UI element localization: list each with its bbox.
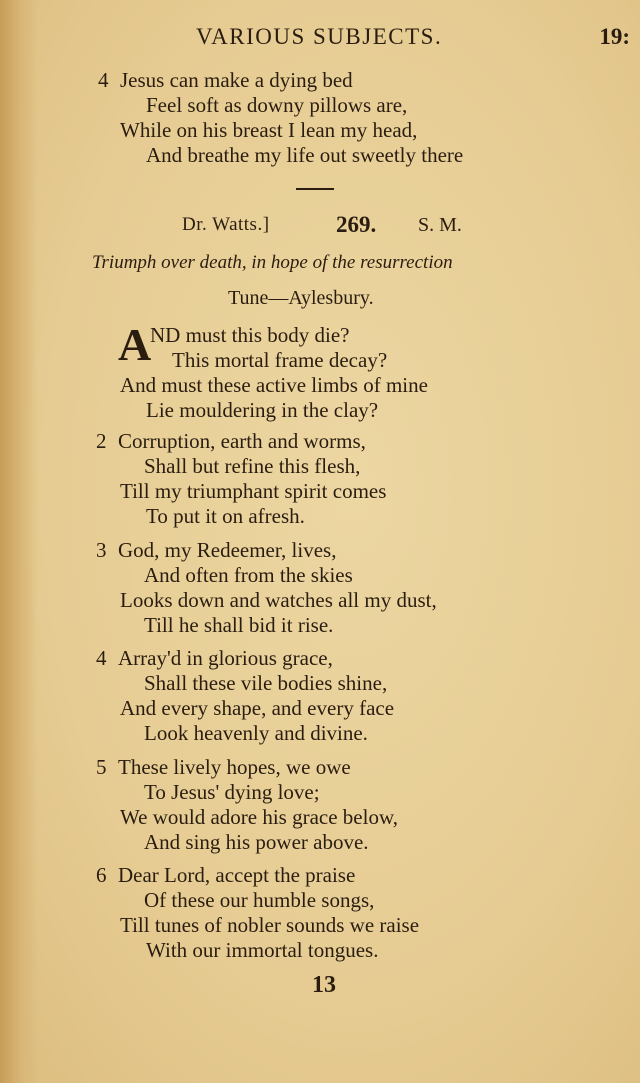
stanza-line: And every shape, and every face xyxy=(120,696,395,720)
stanza-line: To put it on afresh. xyxy=(146,504,305,528)
stanza-line xyxy=(96,863,355,887)
stanza-number: 4 xyxy=(96,646,107,670)
hymn-author: Dr. Watts.] xyxy=(182,214,270,235)
stanza-line: Feel soft as downy pillows are, xyxy=(146,93,408,117)
line-text: These lively hopes, we owe xyxy=(118,755,351,779)
signature-mark: 13 xyxy=(312,972,336,998)
stanza-number: 2 xyxy=(96,429,107,453)
stanza-line: We would adore his grace below, xyxy=(120,805,399,829)
stanza-line: While on his breast I lean my head, xyxy=(120,118,418,142)
stanza-line: Till tunes of nobler sounds we raise xyxy=(120,913,420,937)
line-text: God, my Redeemer, lives, xyxy=(118,538,337,562)
stanza-line: To Jesus' dying love; xyxy=(144,780,320,804)
line-text: Corruption, earth and worms, xyxy=(118,429,366,453)
stanza-line: And sing his power above. xyxy=(144,830,369,854)
line-text: Array'd in glorious grace, xyxy=(118,646,333,670)
stanza-number: 5 xyxy=(96,755,107,779)
stanza-line: And often from the skies xyxy=(144,563,353,587)
stanza-line xyxy=(98,68,353,92)
stanza-line: ND must this body die? xyxy=(150,323,350,347)
stanza-line: Looks down and watches all my dust, xyxy=(120,588,437,612)
running-head: VARIOUS SUBJECTS. xyxy=(196,24,443,49)
hymn-heading xyxy=(0,214,640,242)
stanza-line: Till he shall bid it rise. xyxy=(144,613,334,637)
hymn-subtitle: Triumph over death, in hope of the resurrection xyxy=(92,252,453,273)
stanza-line xyxy=(96,646,333,670)
page-number: 19: xyxy=(599,24,630,49)
hymn-tune: Tune—Aylesbury. xyxy=(228,287,374,309)
hymn-number: 269. xyxy=(336,212,377,237)
stanza-line: Of these our humble songs, xyxy=(144,888,375,912)
stanza-line xyxy=(96,429,366,453)
stanza-line xyxy=(96,538,336,562)
stanza-line: Lie mouldering in the clay? xyxy=(146,398,379,422)
hymn-meter: S. M. xyxy=(418,214,462,236)
stanza-line: Till my triumphant spirit comes xyxy=(120,479,387,503)
line-text: Dear Lord, accept the praise xyxy=(118,863,356,887)
line-text: Jesus can make a dying bed xyxy=(120,68,353,92)
stanza-line: Shall but refine this flesh, xyxy=(144,454,361,478)
stanza-line xyxy=(96,755,351,779)
stanza-number: 6 xyxy=(96,863,107,887)
section-divider xyxy=(296,188,334,190)
page-binding-edge xyxy=(0,0,38,1083)
stanza-line: And must these active limbs of mine xyxy=(120,373,428,397)
stanza-number: 4 xyxy=(98,68,109,92)
page-header xyxy=(0,24,640,54)
stanza-line: With our immortal tongues. xyxy=(146,938,379,962)
stanza-line: And breathe my life out sweetly there xyxy=(146,143,464,167)
stanza-number: 3 xyxy=(96,538,107,562)
stanza-line: This mortal frame decay? xyxy=(172,348,388,372)
drop-cap: A xyxy=(118,319,152,370)
stanza-line: Look heavenly and divine. xyxy=(144,721,368,745)
stanza-line: Shall these vile bodies shine, xyxy=(144,671,388,695)
